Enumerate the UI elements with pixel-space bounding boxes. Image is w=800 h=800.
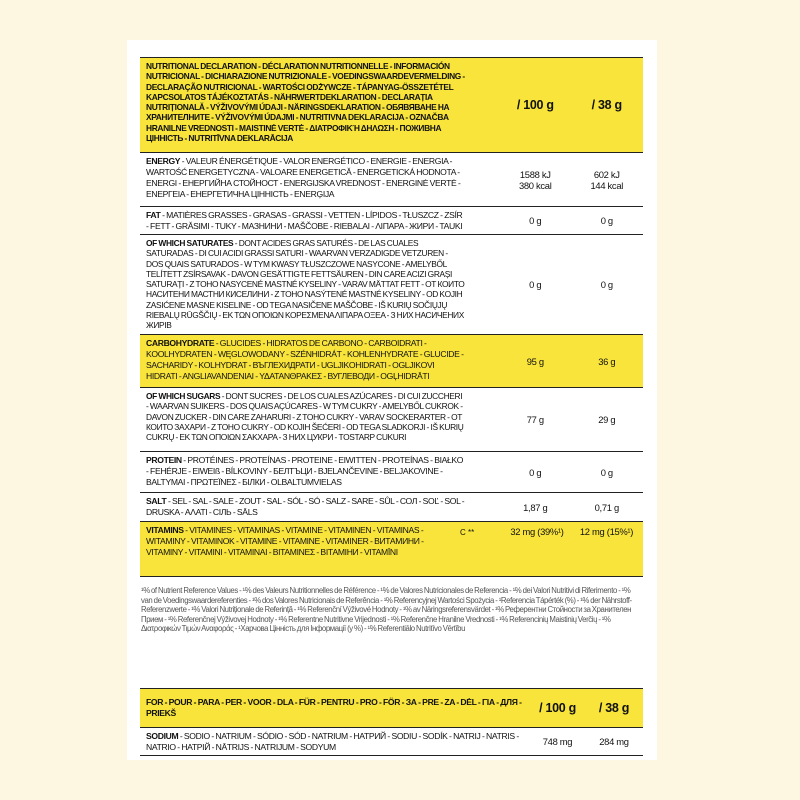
energy-translations: - VALEUR ÉNERGÉTIQUE - VALOR ENERGÉTICO - ENERGIE - ENERGIA - WARTOŚĆ ENERGETYCZNA - VALOARE ENERGETICĂ - ENERGETICKÁ HODNOTA - ENERGI - ЕНЕРГИЙНА СТОЙНОСТ - ENERGIJSKA VREDNOST - ENERGINĖ VERTĖ - ΕΝΕΡΓΕΙΑ - ЕНЕРГЕТИЧНА ЦІННІСТЬ - ENERĢIJA	[146, 156, 461, 199]
fat-100g: 0 g	[529, 215, 542, 226]
salt-100g: 1,87 g	[523, 501, 548, 513]
protein-translations: - PROTÉINES - PROTEÍNAS - PROTEINE - EIWITTEN - PROTEÍNAS - BIAŁKO - FEHÉRJE - EIWEIß - BÍLKOVINY - БЕЛТЪЦИ - BJELANČEVINE - BELJAKOVINE - BALTYMAI - ΠΡΩΤΕΪΝΕΣ - БІЛКИ - OLBALTUMVIELAS	[146, 455, 464, 487]
vitamin-c-38g: 12 mg (15%¹)	[579, 526, 634, 537]
carbohydrate-100g: 95 g	[526, 355, 544, 367]
reference-values-footnote: ¹% of Nutrient Reference Values - ¹% des Valeurs Nutritionnelles de Référence - ¹% de Valores Nutricionales de Referencia - ¹% dei Valori Nutritivi di Riferimento - ¹% van de Voedingswaardereferenties - ¹% dos Valores Nutricionais de Referência - ¹% Referencyjnej Wartości Spożycia - ¹Referencia Tápérték (%) - ¹% der Nährstoff-Referenzwerte - ¹% Valori Nutriționale de Referință - ¹% Referenční Výživové Hodnoty - ¹% av Näringsreferensvärdet - ¹% Референтни Стойности за Хранителен Прием - ¹% Referenčnej Výživovej Hodnoty - ¹% Referentne Nutritivne Vrijednosti - ¹% Referenčne Hranilne Vrednosti - ¹% Referencinių Maistinių Verčių - ¹% Διατροφικών Τιμών Αναφοράς - ¹Харчова Цінність для Інформації (у %) - ¹% Referentiālo Nutritīvo Vērtību	[141, 586, 632, 634]
protein-label: PROTEIN	[146, 455, 182, 465]
sodium-38g: 284 mg	[599, 736, 629, 747]
header-per-38g: / 38 g	[591, 97, 622, 112]
header-per-100g: / 100 g	[516, 97, 554, 112]
salt-38g: 0,71 g	[594, 501, 619, 513]
saturates-100g: 0 g	[529, 279, 542, 290]
salt-translations: - SEL - SAL - SALE - ZOUT - SAL - SÓL - SÓ - SALZ - SARE - SŮL - СОЛ - SOĽ - SOL - DRUSKA - ΑΛΑΤΙ - СІЛЬ - SĀLS	[146, 496, 465, 517]
salt-label: SALT	[146, 496, 167, 506]
row-protein	[140, 452, 643, 493]
sodium-translations: - SODIO - NATRIUM - SÓDIO - SÓD - NATRIUM - НАТРИЙ - SODIU - SODÍK - NATRIJ - NATRIS - NATRIO - НАТРІЙ - NĀTRIJS - NATRIJUM - SODYUM	[146, 731, 519, 752]
energy-label: ENERGY	[146, 156, 181, 166]
row-sodium	[140, 728, 643, 756]
sodium-header-100g: / 100 g	[539, 700, 576, 715]
sodium-label: SODIUM	[146, 731, 179, 741]
sugars-100g: 77 g	[526, 414, 544, 425]
vitamins-translations: - VITAMINES - VITAMINAS - VITAMINE - VITAMINEN - VITAMINAS - WITAMINY - VITAMINOK - VITAMINE - VITAMINE - VITAMINER - ВИТАМИНИ - VITAMINY - VITAMINI - VITAMINAI - ΒΙΤΑΜΙΝΕΣ - ВІТАМІНИ - VITAMĪNI	[146, 525, 424, 557]
fat-38g: 0 g	[600, 215, 613, 226]
sugars-38g: 29 g	[598, 414, 616, 425]
table-header-row	[140, 58, 643, 153]
vitamin-c-100g: 32 mg (39%¹)	[510, 526, 564, 537]
row-salt	[140, 493, 643, 522]
sodium-header-38g: / 38 g	[598, 700, 630, 715]
fat-label: FAT	[146, 210, 161, 220]
energy-kj-100g: 1588 kJ	[519, 168, 551, 180]
sodium-header-row	[140, 688, 643, 728]
carbohydrate-label: CARBOHYDRATE	[146, 338, 215, 348]
row-energy	[140, 153, 643, 207]
energy-kj-38g: 602 kJ	[593, 168, 620, 180]
row-vitamins	[140, 522, 643, 577]
sodium-table	[140, 688, 643, 756]
nutrition-table	[140, 57, 643, 577]
vitamins-label: VITAMINS	[146, 525, 184, 535]
protein-38g: 0 g	[600, 466, 613, 478]
row-sugars	[140, 388, 643, 452]
saturates-38g: 0 g	[600, 279, 613, 290]
header-title: NUTRITIONAL DECLARATION - DÉCLARATION NUTRITIONNELLE - INFORMACIÓN NUTRICIONAL - DICHIARAZIONE NUTRIZIONALE - VOEDINGSWAARDEVERMELDING - DECLARAÇÃO NUTRICIONAL - WARTOŚCI ODŻYWCZE - TÁPANYAG-ÖSSZETÉTEL KAPCSOLATOS TÁJÉKOZTATÁS - NÄHRWERTDEKLARATION - DECLARAȚIA NUTRIȚIONALĂ - VÝŽIVOVÝMI ÚDAJI - NÄRINGSDEKLARATION - ОБЯВЯВАНЕ НА ХРАНИТЕЛНИТЕ - VÝŽIVOVÝMI ÚDAJMI - NUTRITIVNA DEKLARACIJA - OZNAČBA HRANILNE VREDNOSTI - MAISTINĖ VERTĖ - ΔΙΑΤΡΟΦΙΚΉ ΔΗΛΩΣΗ - ПОЖИВНА ЦІННІСТЬ - NUTRITĪVNA DEKLARĀCIJA	[146, 61, 465, 143]
carbohydrate-translations: - GLUCIDES - HIDRATOS DE CARBONO - CARBOIDRATI - KOOLHYDRATEN - WĘGLOWODANY - SZÉNHIDRÁT - KOHLENHYDRATE - GLUCIDE - SACHARIDY - KOLHYDRAT - ВЪГЛЕХИДРАТИ - UGLJIKOHIDRATI - OGLJIKOVI HIDRATI - ANGLIAVANDENIAI - ΥΔΑΤΑΝΘΡΑΚΕΣ - ВУГЛЕВОДИ - OGĻHIDRĀTI	[146, 338, 464, 381]
saturates-label: OF WHICH SATURATES	[146, 238, 234, 248]
sodium-100g: 748 mg	[542, 736, 573, 747]
row-carbohydrate	[140, 335, 643, 388]
row-saturates	[140, 235, 643, 335]
energy-kcal-100g: 380 kcal	[518, 179, 552, 191]
sodium-header-title: FOR - POUR - PARA - PER - VOOR - DLA - FÜR - PENTRU - PRO - FÖR - ЗА - PRE - ZA - DĖL - ΓΙΑ - ДЛЯ - PRIEKŠ	[146, 697, 522, 718]
fat-translations: - MATIÈRES GRASSES - GRASAS - GRASSI - VETTEN - LÍPIDOS - TŁUSZCZ - ZSÍR - FETT - GRĂSIMI - TUKY - МАЗНИНИ - MAŠČOBE - RIEBALAI - ΛΙΠΑΡΑ - ЖИРИ - TAUKI	[146, 210, 463, 231]
vitamin-c-mark: C **	[460, 528, 475, 537]
carbohydrate-38g: 36 g	[598, 355, 616, 367]
energy-kcal-38g: 144 kcal	[590, 179, 624, 191]
protein-100g: 0 g	[529, 466, 542, 478]
sugars-label: OF WHICH SUGARS	[146, 391, 221, 401]
row-fat	[140, 207, 643, 235]
saturates-translations: - DONT ACIDES GRAS SATURÉS - DE LAS CUALES SATURADAS - DI CUI ACIDI GRASSI SATURI - WAARVAN VERZADIGDE VETZUREN - DOS QUAIS SATURADOS - W TYM KWASY TŁUSZCZOWE NASYCONE - AMELYBŐL TELÍTETT ZSÍRSAVAK - DAVON GESÄTTIGTE FETTSÄUREN - DIN CARE ACIZI GRAȘI SATURAȚI - Z TOHO NASYCENÉ MASTNÉ KYSELINY - VARAV MÄTTAT FETT - ОТ КОИТО НАСИТЕНИ МАСТНИ КИСЕЛИНИ - Z TOHO NASÝTENÉ MASTNÉ KYSELINY - OD KOJIH ZASIĆENE MASNE KISELINE - OD TEGA NASIČENE MAŠČOBE - IŠ KURIŲ SOČIŲJŲ RIEBALŲ RŪGŠČIŲ - ΕΚ ΤΩΝ ΟΠΟΙΩΝ ΚΟΡΕΣΜΕΝΑ ΛΙΠΑΡΑ ΟΞΕΑ - З НИХ НАСИЧЕНИХ ЖИРІВ	[146, 238, 465, 330]
sugars-translations: - DONT SUCRES - DE LOS CUALES AZÚCARES - DI CUI ZUCCHERI - WAARVAN SUIKERS - DOS QUAIS AÇÚCARES - W TYM CUKRY - AMELYBŐL CUKROK - DAVON ZUCKER - DIN CARE ZAHARURI - Z TOHO CUKRY - VARAV SOCKERARTER - ОТ КОИТО ЗАХАРИ - Z TOHO CUKRY - OD KOJIH ŠEĆERI - OD TEGA SLADKORJI - IŠ KURIŲ CUKRŲ - ΕΚ ΤΩΝ ΟΠΟΙΩΝ ΣΑΚΧΑΡΑ - З НИХ ЦУКРИ - TOSTARP CUKURI	[146, 391, 464, 442]
